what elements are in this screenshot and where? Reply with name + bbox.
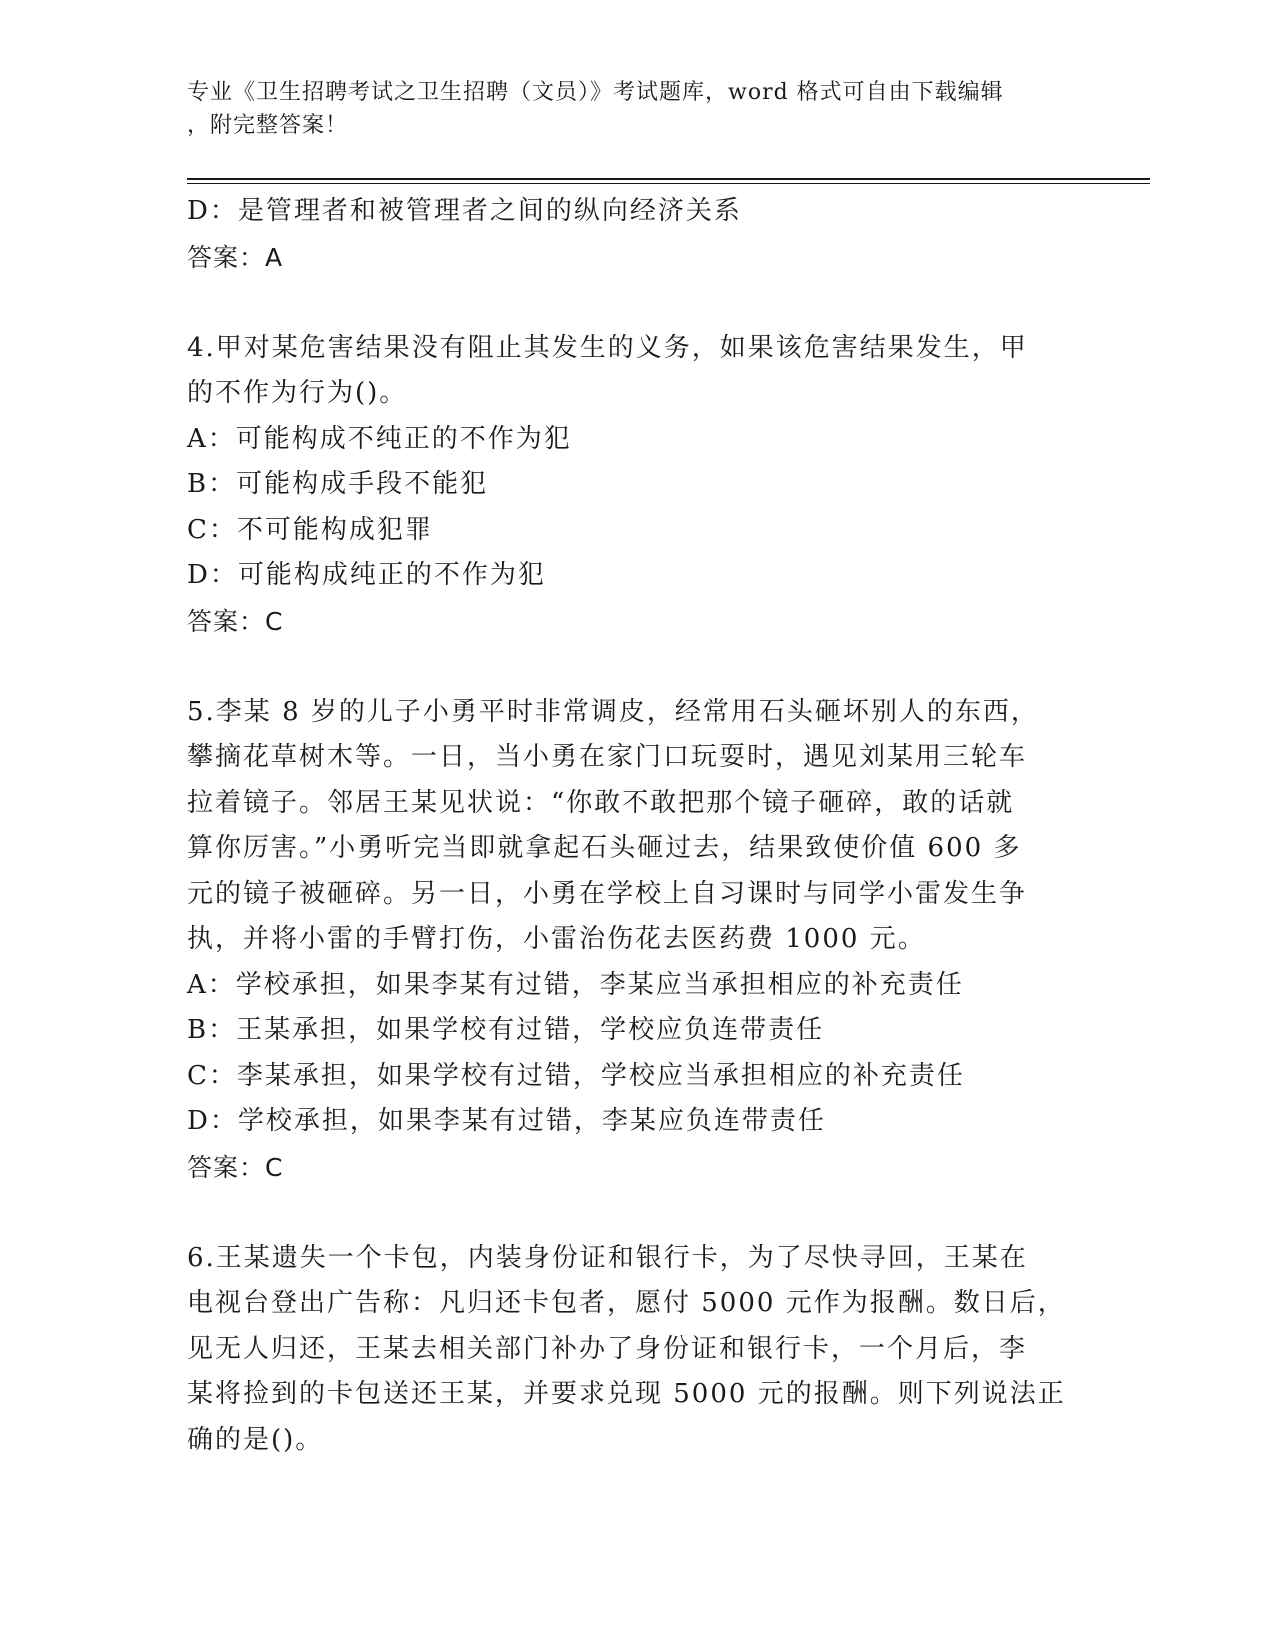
question-stem-line: 执，并将小雷的手臂打伤，小雷治伤花去医药费 1000 元。 xyxy=(187,924,926,954)
answer-label: 答案：C xyxy=(187,606,284,636)
question-6 xyxy=(187,1236,1087,1464)
header-divider-thin xyxy=(187,183,1150,184)
question-5 xyxy=(187,690,1087,1191)
option-b: B：王某承担，如果学校有过错，学校应负连带责任 xyxy=(187,1015,825,1045)
option-c: C：不可能构成犯罪 xyxy=(187,514,433,545)
spacer xyxy=(187,644,1087,690)
question-3-tail xyxy=(187,189,1087,280)
question-stem-line: 6.王某遗失一个卡包，内装身份证和银行卡，为了尽快寻回，王某在 xyxy=(187,1242,1028,1273)
question-stem-line: 5.李某 8 岁的儿子小勇平时非常调皮，经常用石头砸坏别人的东西， xyxy=(187,696,1039,727)
question-stem-line: 算你厉害。”小勇听完当即就拿起石头砸过去，结果致使价值 600 多 xyxy=(187,833,1022,863)
option-b: B：可能构成手段不能犯 xyxy=(187,469,489,499)
question-stem-line: 的不作为行为()。 xyxy=(187,378,408,408)
question-4 xyxy=(187,326,1087,645)
question-stem-line: 确的是()。 xyxy=(187,1424,324,1455)
option-d: D：是管理者和被管理者之间的纵向经济关系 xyxy=(187,196,742,226)
question-stem-line: 电视台登出广告称：凡归还卡包者，愿付 5000 元作为报酬。数日后， xyxy=(187,1288,1066,1318)
header-line-2: ，附完整答案！ xyxy=(187,113,349,138)
option-c: C：李某承担，如果学校有过错，学校应当承担相应的补充责任 xyxy=(187,1060,965,1091)
page-header xyxy=(187,76,1067,142)
option-a: A：学校承担，如果李某有过错，李某应当承担相应的补充责任 xyxy=(187,969,964,1000)
question-stem-line: 某将捡到的卡包送还王某，并要求兑现 5000 元的报酬。则下列说法正 xyxy=(187,1379,1066,1409)
option-a: A：可能构成不纯正的不作为犯 xyxy=(187,423,572,454)
question-stem-line: 拉着镜子。邻居王某见状说：“你敢不敢把那个镜子砸碎，敢的话就 xyxy=(187,787,1015,818)
spacer xyxy=(187,280,1087,326)
question-stem-line: 4.甲对某危害结果没有阻止其发生的义务，如果该危害结果发生，甲 xyxy=(187,332,1028,363)
question-list xyxy=(187,189,1087,1463)
header-divider-thick xyxy=(187,178,1150,180)
answer-label: 答案：C xyxy=(187,1152,284,1182)
option-d: D：可能构成纯正的不作为犯 xyxy=(187,560,546,590)
question-stem-line: 见无人归还，王某去相关部门补办了身份证和银行卡，一个月后，李 xyxy=(187,1333,1028,1364)
spacer xyxy=(187,1190,1087,1236)
question-stem-line: 攀摘花草树木等。一日，当小勇在家门口玩耍时，遇见刘某用三轮车 xyxy=(187,742,1028,772)
answer-label: 答案：A xyxy=(187,242,284,272)
option-d: D：学校承担，如果李某有过错，李某应负连带责任 xyxy=(187,1106,826,1136)
header-line-1: 专业《卫生招聘考试之卫生招聘（文员）》考试题库，word 格式可自由下载编辑 xyxy=(187,80,1004,105)
question-stem-line: 元的镜子被砸碎。另一日，小勇在学校上自习课时与同学小雷发生争 xyxy=(187,878,1028,909)
